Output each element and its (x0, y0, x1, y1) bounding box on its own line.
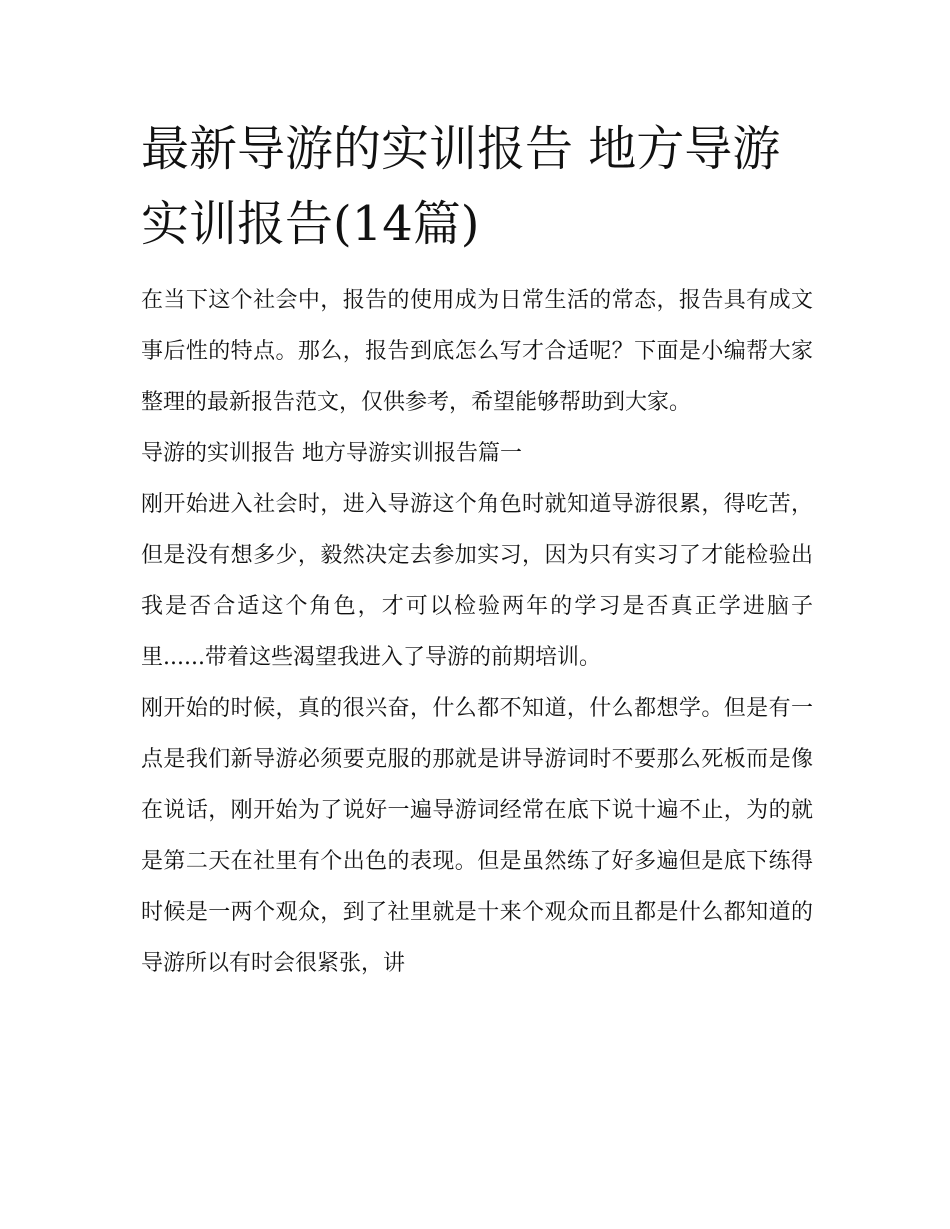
document-page (141, 112, 813, 989)
document-title: 最新导游的实训报告 地方导游实训报告(14篇) (141, 121, 781, 252)
section-heading: 导游的实训报告 地方导游实训报告篇一 (141, 441, 522, 466)
body-paragraph-1: 刚开始进入社会时，进入导游这个角色时就知道导游很累，得吃苦，但是没有想多少，毅然决定去参加实习，因为只有实习了才能检验出我是否合适这个角色，才可以检验两年的学习是否真正学进脑子里......带着这些渴望我进入了导游的前期培训。 (141, 492, 813, 670)
intro-paragraph: 在当下这个社会中，报告的使用成为日常生活的常态，报告具有成文事后性的特点。那么，报告到底怎么写才合适呢？下面是小编帮大家整理的最新报告范文，仅供参考，希望能够帮助到大家。 (141, 288, 813, 415)
body-paragraph-2: 刚开始的时候，真的很兴奋，什么都不知道，什么都想学。但是有一点是我们新导游必须要克服的那就是讲导游词时不要那么死板而是像在说话，刚开始为了说好一遍导游词经常在底下说十遍不止，为的就是第二天在社里有个出色的表现。但是虽然练了好多遍但是底下练得时候是一两个观众，到了社里就是十来个观众而且都是什么都知道的导游所以有时会很紧张，讲 (141, 696, 813, 976)
